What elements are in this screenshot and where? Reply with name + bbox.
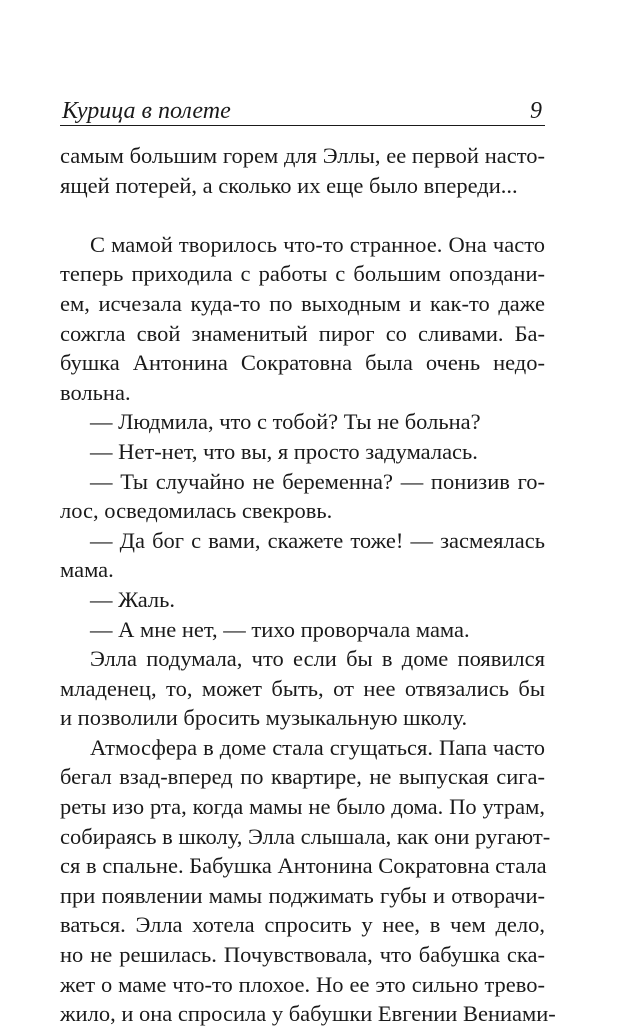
text-line: сожгла свой знаменитый пирог со сливами. Ба- xyxy=(60,320,545,346)
text-line: — Да бог с вами, скажете тоже! — засмеялась xyxy=(90,527,545,553)
running-title: Курица в полете xyxy=(62,98,231,124)
text-line: но не решилась. Почувствовала, что бабушка ска- xyxy=(60,942,545,968)
section-break xyxy=(60,200,545,230)
text-line: — А мне нет, — тихо проворчала мама. xyxy=(90,616,470,642)
text-line: ящей потерей, а сколько их еще было впереди... xyxy=(60,172,518,198)
text-line: — Людмила, что с тобой? Ты не больна? xyxy=(90,409,481,435)
text-line: самым большим горем для Эллы, ее первой насто- xyxy=(60,143,545,168)
text-line: и позволили бросить музыкальную школу. xyxy=(60,705,468,731)
text-line: Элла подумала, что если бы в доме появился xyxy=(90,646,545,672)
text-line: жет о маме что-то плохое. Но ее это сильно трево- xyxy=(60,971,545,997)
text-line: Атмосфера в доме стала сгущаться. Папа часто xyxy=(90,734,545,760)
running-header xyxy=(60,97,545,126)
text-line: собираясь в школу, Элла слышала, как они ругают- xyxy=(60,823,551,849)
body-text xyxy=(60,141,556,1029)
text-line: С мамой творилось что-то странное. Она часто xyxy=(90,231,545,257)
text-line: вольна. xyxy=(60,379,131,405)
text-line: — Жаль. xyxy=(90,586,176,612)
page-number: 9 xyxy=(530,98,542,124)
text-line: жило, и она спросила у бабушки Евгении Вениами- xyxy=(60,1001,556,1027)
text-line: реты изо рта, когда мамы не было дома. По утрам, xyxy=(60,794,545,820)
text-line: младенец, то, может быть, от нее отвязались бы xyxy=(60,675,545,701)
text-line: бушка Антонина Сократовна была очень недо- xyxy=(60,350,545,376)
text-line: ем, исчезала куда-то по выходным и как-то даже xyxy=(60,290,545,316)
text-line: мама. xyxy=(60,557,114,583)
text-line: — Ты случайно не беременна? — понизив го- xyxy=(90,468,545,494)
text-line: ваться. Элла хотела спросить у нее, в чем дело, xyxy=(60,912,545,938)
text-line: теперь приходила с работы с большим опоздани- xyxy=(60,261,545,287)
text-line: — Нет-нет, что вы, я просто задумалась. xyxy=(90,438,478,464)
text-line: ся в спальне. Бабушка Антонина Сократовна стала xyxy=(60,853,547,879)
text-line: лос, осведомилась свекровь. xyxy=(60,498,333,524)
text-line: бегал взад-вперед по квартире, не выпуская сига- xyxy=(60,764,545,790)
text-line: при появлении мамы поджимать губы и отворачи- xyxy=(60,882,545,908)
